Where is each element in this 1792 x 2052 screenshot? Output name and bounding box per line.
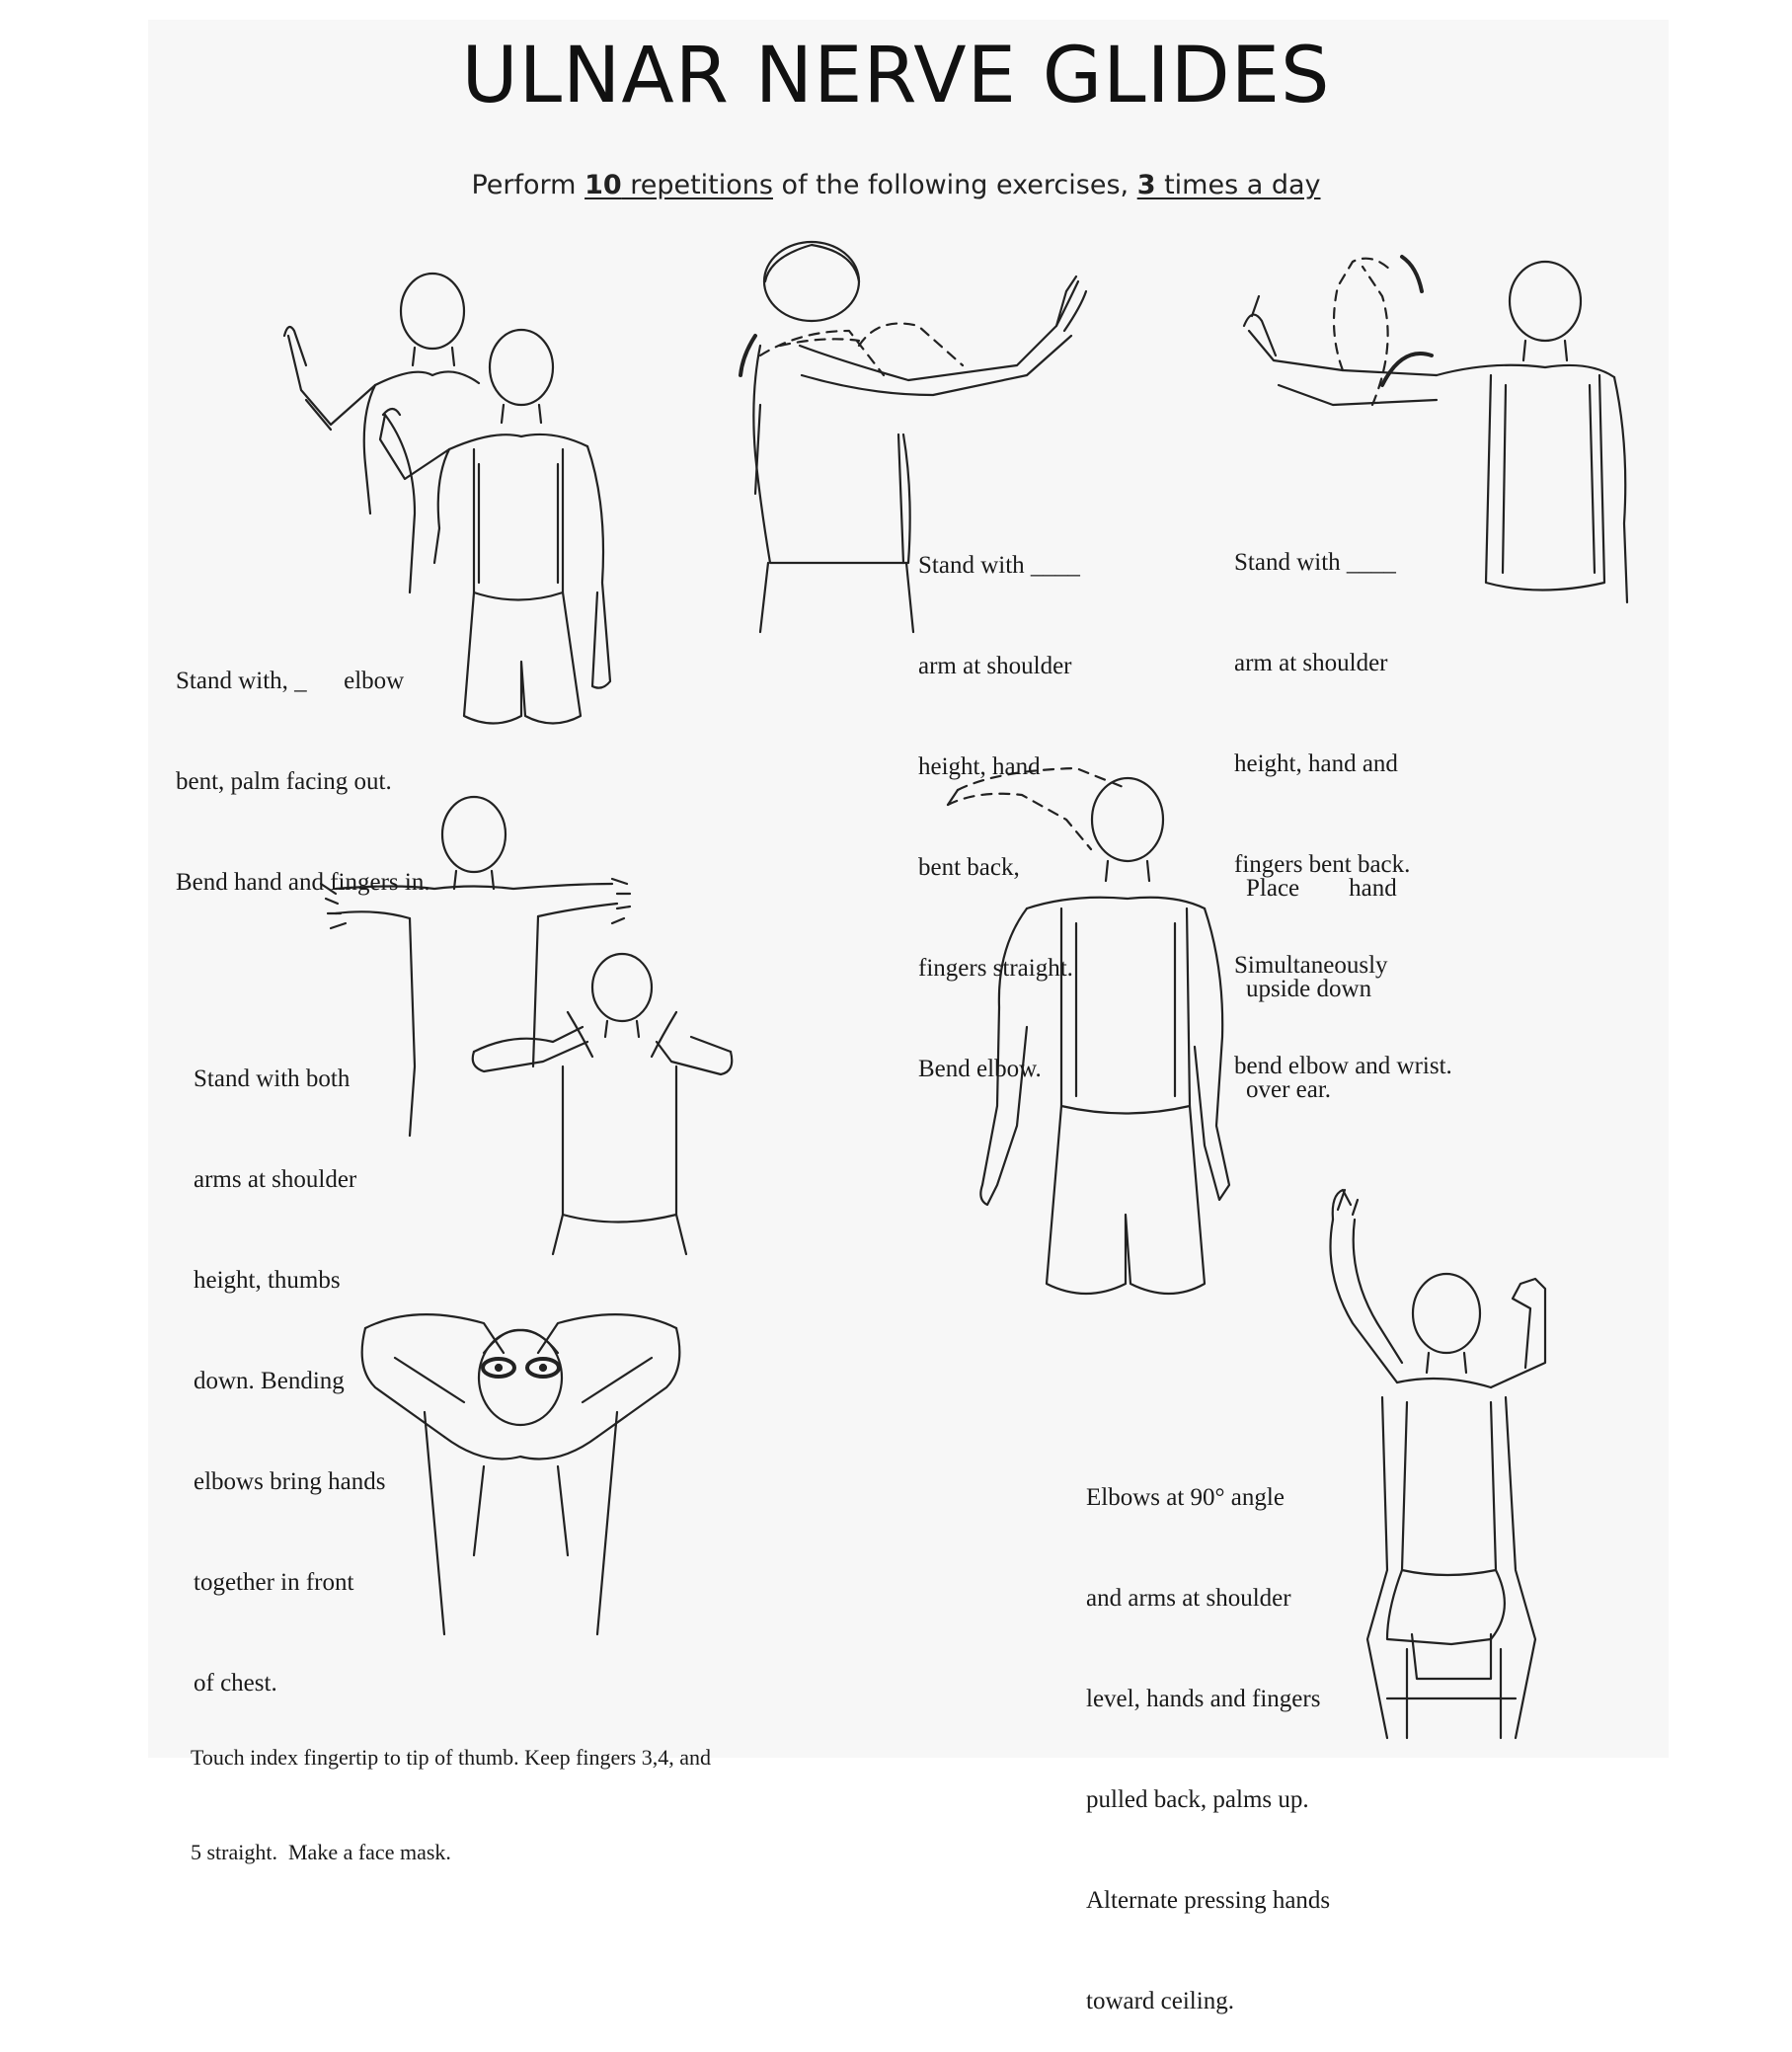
exercise-5-caption — [1246, 805, 1397, 1141]
exercise-7-illustration — [1293, 1185, 1629, 1738]
caption-line: fingers straight. — [918, 955, 1073, 982]
caption-line: elbows bring hands — [194, 1468, 386, 1495]
caption-line: Stand with ____ — [918, 552, 1080, 579]
caption-line: Stand with ____ — [1234, 549, 1396, 576]
reps-word: repetitions — [621, 170, 773, 200]
caption-line: arm at shoulder — [918, 653, 1072, 679]
caption-line: height, hand and — [1234, 750, 1398, 777]
page-title: ULNAR NERVE GLIDES — [461, 32, 1331, 120]
caption-line: bend elbow and wrist. — [1234, 1053, 1452, 1079]
caption-line: Bend elbow. — [918, 1056, 1042, 1082]
caption-line: Place hand — [1246, 875, 1397, 902]
caption-line: upside down — [1246, 976, 1372, 1002]
caption-line: pulled back, palms up. — [1086, 1786, 1309, 1813]
caption-line: Stand with both — [194, 1065, 351, 1092]
reps-count: 10 — [584, 170, 622, 200]
caption-line: Alternate pressing hands — [1086, 1887, 1331, 1914]
caption-line: level, hands and fingers — [1086, 1686, 1321, 1712]
caption-line: over ear. — [1246, 1076, 1332, 1103]
times-word: times a day — [1155, 170, 1321, 200]
caption-line: height, hand — [918, 753, 1041, 780]
caption-line: Stand with, _ elbow — [176, 668, 405, 694]
caption-line: toward ceiling. — [1086, 1988, 1234, 2014]
exercise-1-caption — [176, 597, 430, 933]
exercise-7-caption — [1086, 1414, 1330, 2052]
times-count: 3 — [1136, 170, 1156, 200]
instructions-subtitle — [0, 170, 1792, 200]
caption-line: bent, palm facing out. — [176, 768, 392, 795]
caption-line: Bend hand and fingers in. — [176, 869, 430, 896]
subtitle-prefix: Perform — [471, 170, 585, 200]
exercise-4-caption — [194, 995, 385, 1734]
caption-line: of chest. — [194, 1670, 277, 1697]
caption-line: and arms at shoulder — [1086, 1585, 1291, 1612]
caption-line: height, thumbs — [194, 1267, 341, 1294]
caption-line: bent back, — [918, 854, 1020, 881]
caption-line: arm at shoulder — [1234, 650, 1388, 676]
caption-line: fingers bent back. — [1234, 851, 1411, 878]
caption-line: together in front — [194, 1569, 354, 1596]
caption-line: arms at shoulder — [194, 1166, 357, 1193]
caption-line: 5 straight. Make a face mask. — [191, 1840, 451, 1864]
caption-line: Touch index fingertip to tip of thumb. Keep fingers 3,4, and — [191, 1745, 711, 1770]
caption-line: Elbows at 90° angle — [1086, 1484, 1285, 1511]
caption-line: down. Bending — [194, 1368, 345, 1394]
exercise-6-illustration — [336, 1308, 711, 1664]
subtitle-middle: of the following exercises, — [772, 170, 1137, 200]
caption-line: Simultaneously — [1234, 952, 1388, 979]
exercise-2-caption — [918, 482, 1080, 1120]
exercise-6-caption — [191, 1679, 711, 1900]
